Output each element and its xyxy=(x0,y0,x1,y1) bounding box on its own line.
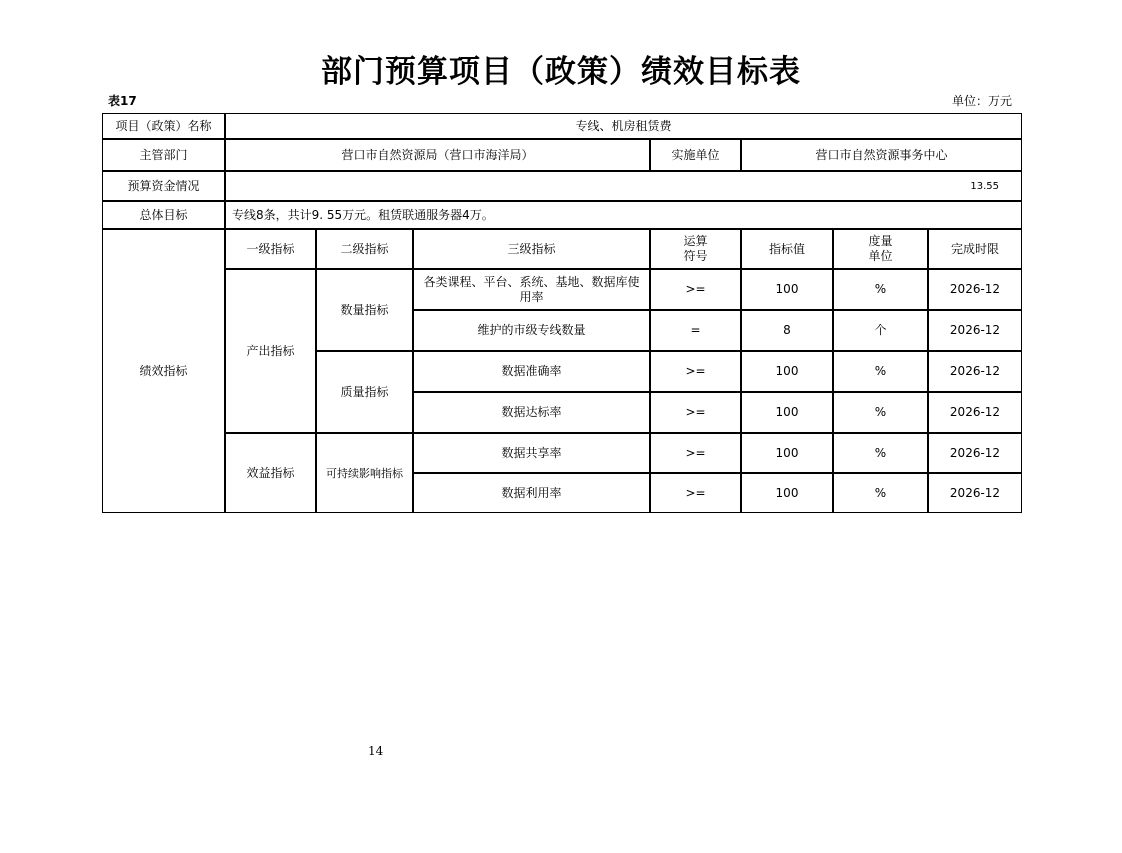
overall-goal-value: 专线8条，共计9. 55万元。租赁联通服务器4万。 xyxy=(225,201,1022,229)
page-title: 部门预算项目（政策）绩效目标表 xyxy=(321,54,801,90)
indicator-value: 100 xyxy=(741,433,833,473)
header-level1: 一级指标 xyxy=(225,229,316,269)
indicator-value: 100 xyxy=(741,269,833,310)
project-name-value: 专线、机房租赁费 xyxy=(225,113,1022,139)
indicator-name: 数据准确率 xyxy=(413,351,650,392)
indicator-operator: >= xyxy=(650,473,741,513)
indicator-name: 维护的市级专线数量 xyxy=(413,310,650,351)
indicator-deadline: 2026-12 xyxy=(928,433,1022,473)
indicator-operator: >= xyxy=(650,433,741,473)
benefit-indicator-group: 效益指标 xyxy=(225,433,316,513)
department-label: 主管部门 xyxy=(102,139,225,171)
indicator-unit: % xyxy=(833,473,928,513)
performance-indicators-label: 绩效指标 xyxy=(102,229,225,513)
indicator-name: 数据达标率 xyxy=(413,392,650,433)
indicator-name: 数据利用率 xyxy=(413,473,650,513)
indicator-unit: % xyxy=(833,392,928,433)
indicator-deadline: 2026-12 xyxy=(928,310,1022,351)
indicator-operator: >= xyxy=(650,351,741,392)
indicator-deadline: 2026-12 xyxy=(928,269,1022,310)
quality-indicator-group: 质量指标 xyxy=(316,351,413,433)
indicator-operator: >= xyxy=(650,392,741,433)
header-deadline: 完成时限 xyxy=(928,229,1022,269)
indicator-value: 8 xyxy=(741,310,833,351)
table-number: 表17 xyxy=(108,94,137,108)
indicator-operator: = xyxy=(650,310,741,351)
page-number: 14 xyxy=(368,744,384,758)
unit-label: 单位：万元 xyxy=(951,94,1012,108)
header-level2: 二级指标 xyxy=(316,229,413,269)
indicator-deadline: 2026-12 xyxy=(928,392,1022,433)
indicator-unit: % xyxy=(833,269,928,310)
indicator-unit: % xyxy=(833,351,928,392)
indicator-value: 100 xyxy=(741,392,833,433)
quantity-indicator-group: 数量指标 xyxy=(316,269,413,351)
header-measure-unit: 度量 单位 xyxy=(833,229,928,269)
project-name-label: 项目（政策）名称 xyxy=(102,113,225,139)
indicator-value: 100 xyxy=(741,473,833,513)
department-value: 营口市自然资源局（营口市海洋局） xyxy=(225,139,650,171)
header-value: 指标值 xyxy=(741,229,833,269)
budget-label: 预算资金情况 xyxy=(102,171,225,201)
executing-unit-value: 营口市自然资源事务中心 xyxy=(741,139,1022,171)
budget-value: 13.55 xyxy=(225,171,1022,201)
executing-unit-label: 实施单位 xyxy=(650,139,741,171)
indicator-operator: >= xyxy=(650,269,741,310)
indicator-deadline: 2026-12 xyxy=(928,473,1022,513)
indicator-unit: 个 xyxy=(833,310,928,351)
indicator-deadline: 2026-12 xyxy=(928,351,1022,392)
indicator-name: 各类课程、平台、系统、基地、数据库使用率 xyxy=(413,269,650,310)
header-operator: 运算 符号 xyxy=(650,229,741,269)
indicator-name: 数据共享率 xyxy=(413,433,650,473)
overall-goal-label: 总体目标 xyxy=(102,201,225,229)
indicator-unit: % xyxy=(833,433,928,473)
output-indicator-group: 产出指标 xyxy=(225,269,316,433)
indicator-value: 100 xyxy=(741,351,833,392)
sustainability-indicator-group: 可持续影响指标 xyxy=(316,433,413,513)
header-level3: 三级指标 xyxy=(413,229,650,269)
